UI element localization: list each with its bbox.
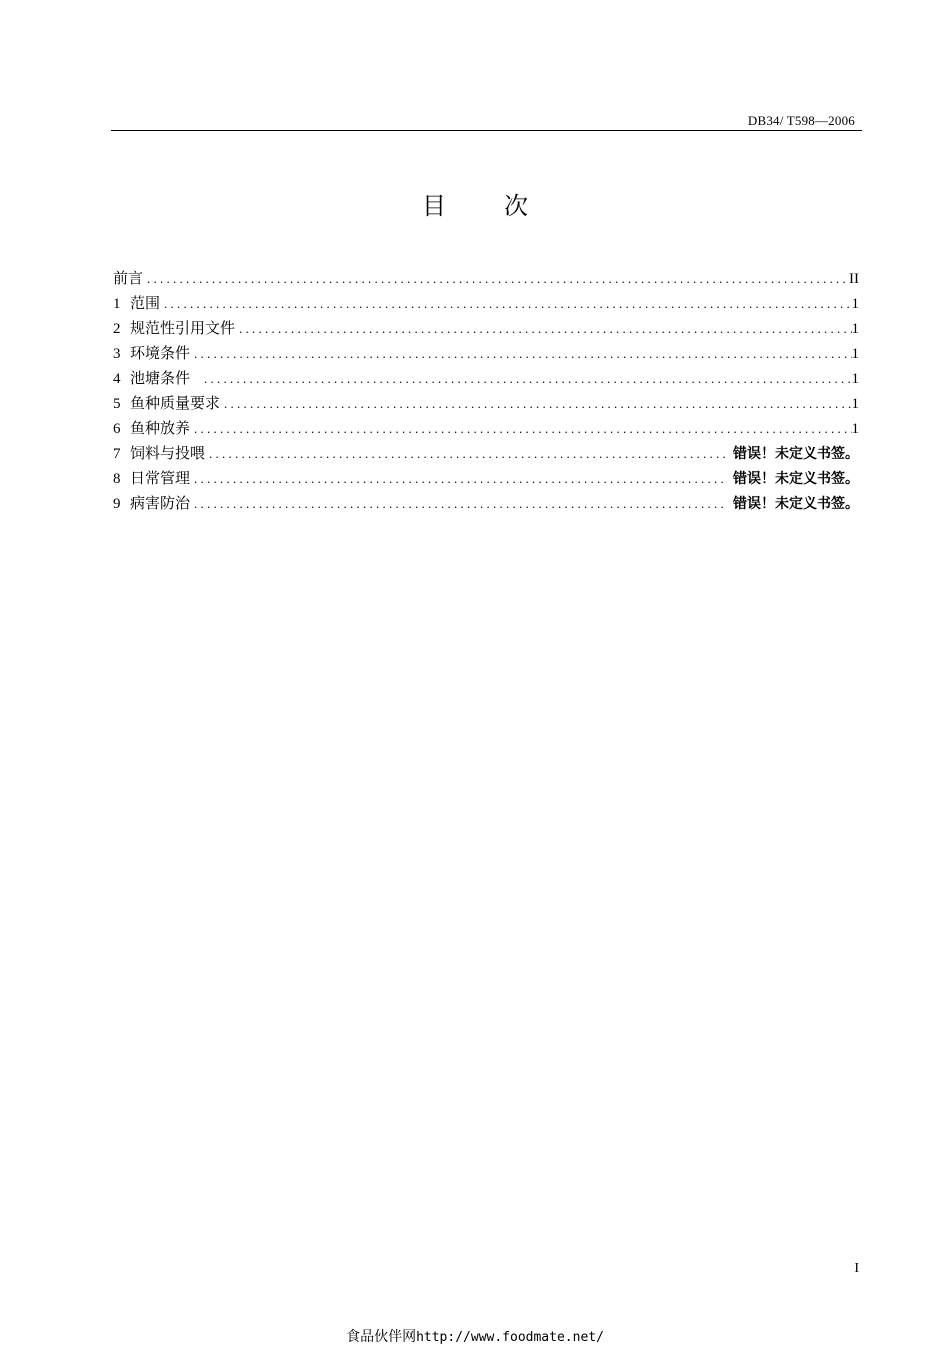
toc-entry-page: 1: [851, 421, 859, 437]
toc-entry-title: 池塘条件: [130, 371, 191, 387]
toc-entry-number: 9: [113, 496, 121, 512]
toc-entry-environment[interactable]: [113, 341, 859, 366]
toc-entry-pond[interactable]: [113, 366, 859, 391]
toc-entry-page: 1: [851, 371, 859, 387]
toc-entry-normative-references[interactable]: [113, 316, 859, 341]
toc-leader-dots: [194, 466, 725, 491]
toc-leader-dots: [194, 416, 851, 441]
toc-list: [113, 266, 859, 516]
toc-entry-title: 前言: [113, 271, 144, 287]
toc-leader-dots: [147, 266, 849, 291]
toc-entry-foreword[interactable]: [113, 266, 859, 291]
toc-entry-page: 1: [851, 296, 859, 312]
toc-title: [0, 186, 950, 221]
toc-entry-number: 7: [113, 446, 121, 462]
toc-leader-dots: [204, 366, 851, 391]
header-rule: [111, 130, 862, 131]
toc-entry-number: 4: [113, 371, 121, 387]
toc-title-char-2: 次: [504, 192, 528, 220]
toc-entry-title: 日常管理: [130, 471, 191, 487]
toc-leader-dots: [194, 341, 851, 366]
toc-entry-page: II: [849, 271, 859, 287]
watermark-url[interactable]: http://www.foodmate.net/: [416, 1330, 604, 1345]
toc-entry-title: 环境条件: [130, 346, 191, 362]
toc-leader-dots: [239, 316, 851, 341]
toc-entry-title: 病害防治: [130, 496, 191, 512]
page-number: I: [854, 1261, 859, 1276]
toc-entry-page: 1: [851, 321, 859, 337]
toc-entry-title: 鱼种质量要求: [130, 396, 221, 412]
toc-entry-number: 8: [113, 471, 121, 487]
toc-entry-scope[interactable]: [113, 291, 859, 316]
toc-leader-dots: [194, 491, 725, 516]
footer-watermark: [0, 1326, 950, 1346]
toc-entry-number: 3: [113, 346, 121, 362]
toc-entry-title: 范围: [130, 296, 161, 312]
toc-entry-feeding[interactable]: [113, 441, 859, 466]
toc-entry-number: 1: [113, 296, 121, 312]
toc-leader-dots: [209, 441, 725, 466]
toc-entry-bookmark-error: 错误！未定义书签。: [733, 496, 859, 512]
toc-leader-dots: [224, 391, 851, 416]
toc-entry-fingerling-quality[interactable]: [113, 391, 859, 416]
toc-entry-bookmark-error: 错误！未定义书签。: [733, 471, 859, 487]
toc-entry-title: 规范性引用文件: [130, 321, 236, 337]
toc-entry-disease-control[interactable]: [113, 491, 859, 516]
toc-entry-stocking[interactable]: [113, 416, 859, 441]
toc-entry-number: 6: [113, 421, 121, 437]
toc-entry-title: 鱼种放养: [130, 421, 191, 437]
toc-entry-number: 2: [113, 321, 121, 337]
toc-title-char-1: 目: [422, 192, 446, 220]
toc-leader-dots: [164, 291, 851, 316]
toc-entry-number: 5: [113, 396, 121, 412]
watermark-site-name: 食品伙伴网: [346, 1329, 417, 1345]
toc-entry-bookmark-error: 错误！未定义书签。: [733, 446, 859, 462]
standard-code: DB34/ T598—2006: [747, 113, 855, 128]
toc-entry-daily-management[interactable]: [113, 466, 859, 491]
toc-entry-page: 1: [851, 346, 859, 362]
toc-entry-title: 饲料与投喂: [130, 446, 206, 462]
toc-entry-page: 1: [851, 396, 859, 412]
